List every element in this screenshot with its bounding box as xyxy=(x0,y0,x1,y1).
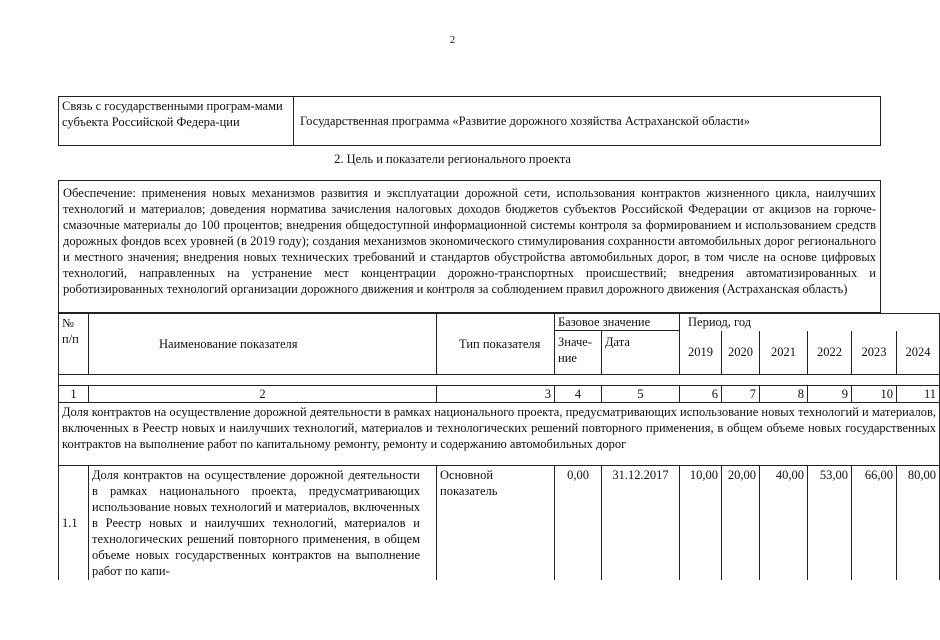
column-number: 8 xyxy=(760,386,808,403)
header-year: 2023 xyxy=(852,331,897,375)
column-number: 6 xyxy=(680,386,722,403)
program-link-value: Государственная программа «Развитие дорожного хозяйства Астраханской области» xyxy=(294,97,881,146)
goal-text: Обеспечение: применения новых механизмов развития и эксплуатации дорожной сети, использования контрактов жизненного цикла, наилучших технологий и материалов; доведения норматива зачисления налоговых доходов бюджетов субъектов Российской Федерации от акцизов на горюче-смазочные материалы до 100 процентов; внедрения общедоступной информационной системы контроля за формированием и использованием средств дорожных фондов всех уровней (в 2019 году); создания механизмов экономического стимулирования сохранности автомобильных дорог регионального и местного значения; внедрения новых технических требований и стандартов обустройства автомобильных дорог, в том числе на основе цифровых технологий, направленных на устранение мест концентрации дорожно-транспортных происшествий; внедрения автоматизированных и роботизированных технологий организации дорожного движения и контроля за соблюдением правил дорожного движения (Астраханская область) xyxy=(58,180,881,313)
header-year: 2021 xyxy=(760,331,808,375)
column-number: 2 xyxy=(89,386,437,403)
row-value-2021: 40,00 xyxy=(760,466,808,581)
row-type: Основной показатель xyxy=(437,466,555,581)
header-base-date: Дата xyxy=(602,331,680,375)
header-base: Базовое значение xyxy=(555,314,680,331)
program-link-table xyxy=(58,96,881,146)
column-number: 4 xyxy=(555,386,602,403)
header-name: Наименование показателя xyxy=(89,314,437,375)
row-value-2022: 53,00 xyxy=(808,466,852,581)
header-year: 2019 xyxy=(680,331,722,375)
row-base-date: 31.12.2017 xyxy=(602,466,680,581)
row-value-2019: 10,00 xyxy=(680,466,722,581)
group-title-row xyxy=(59,403,940,466)
column-number: 10 xyxy=(852,386,897,403)
row-num: 1.1 xyxy=(59,466,89,581)
column-number: 5 xyxy=(602,386,680,403)
header-base-value: Значе-ние xyxy=(555,331,602,375)
indicators-table xyxy=(58,313,940,580)
header-num: № п/п xyxy=(59,314,89,375)
header-year: 2024 xyxy=(897,331,940,375)
row-value-2023: 66,00 xyxy=(852,466,897,581)
column-number: 1 xyxy=(59,386,89,403)
group-title: Доля контрактов на осуществление дорожной деятельности в рамках национального проекта, предусматривающих использование новых технологий и материалов, включенных в Реестр новых и наилучших технологий, материалов и технологических решений повторного применения, в общем объеме новых государственных контрактов на выполнение работ по капитальному ремонту, ремонту и содержанию автомобильных дорог xyxy=(59,403,940,466)
row-name: Доля контрактов на осуществление дорожной деятельности в рамках национального проекта, предусматривающих использование новых технологий и материалов, включенных в Реестр новых и наилучших технологий, материалов и технологических решений повторного применения, в общем объеме новых государственных контрактов на выполнение работ по капи- xyxy=(89,466,437,581)
header-type: Тип показателя xyxy=(437,314,555,375)
column-number: 3 xyxy=(437,386,555,403)
column-numbers-row xyxy=(59,386,940,403)
header-year: 2020 xyxy=(722,331,760,375)
table-row xyxy=(59,466,940,581)
program-link-label: Связь с государственными програм-мами субъекта Российской Федера-ции xyxy=(59,97,294,146)
row-base-value: 0,00 xyxy=(555,466,602,581)
row-value-2024: 80,00 xyxy=(897,466,940,581)
column-number: 9 xyxy=(808,386,852,403)
spacer-row xyxy=(59,375,940,386)
column-number: 11 xyxy=(897,386,940,403)
spacer-cell xyxy=(59,375,940,386)
row-value-2020: 20,00 xyxy=(722,466,760,581)
section-title: 2. Цель и показатели регионального проекта xyxy=(334,152,571,166)
header-period: Период, год xyxy=(680,314,940,331)
column-number: 7 xyxy=(722,386,760,403)
page-number: 2 xyxy=(449,34,456,46)
header-year: 2022 xyxy=(808,331,852,375)
header-row-1 xyxy=(59,314,940,331)
